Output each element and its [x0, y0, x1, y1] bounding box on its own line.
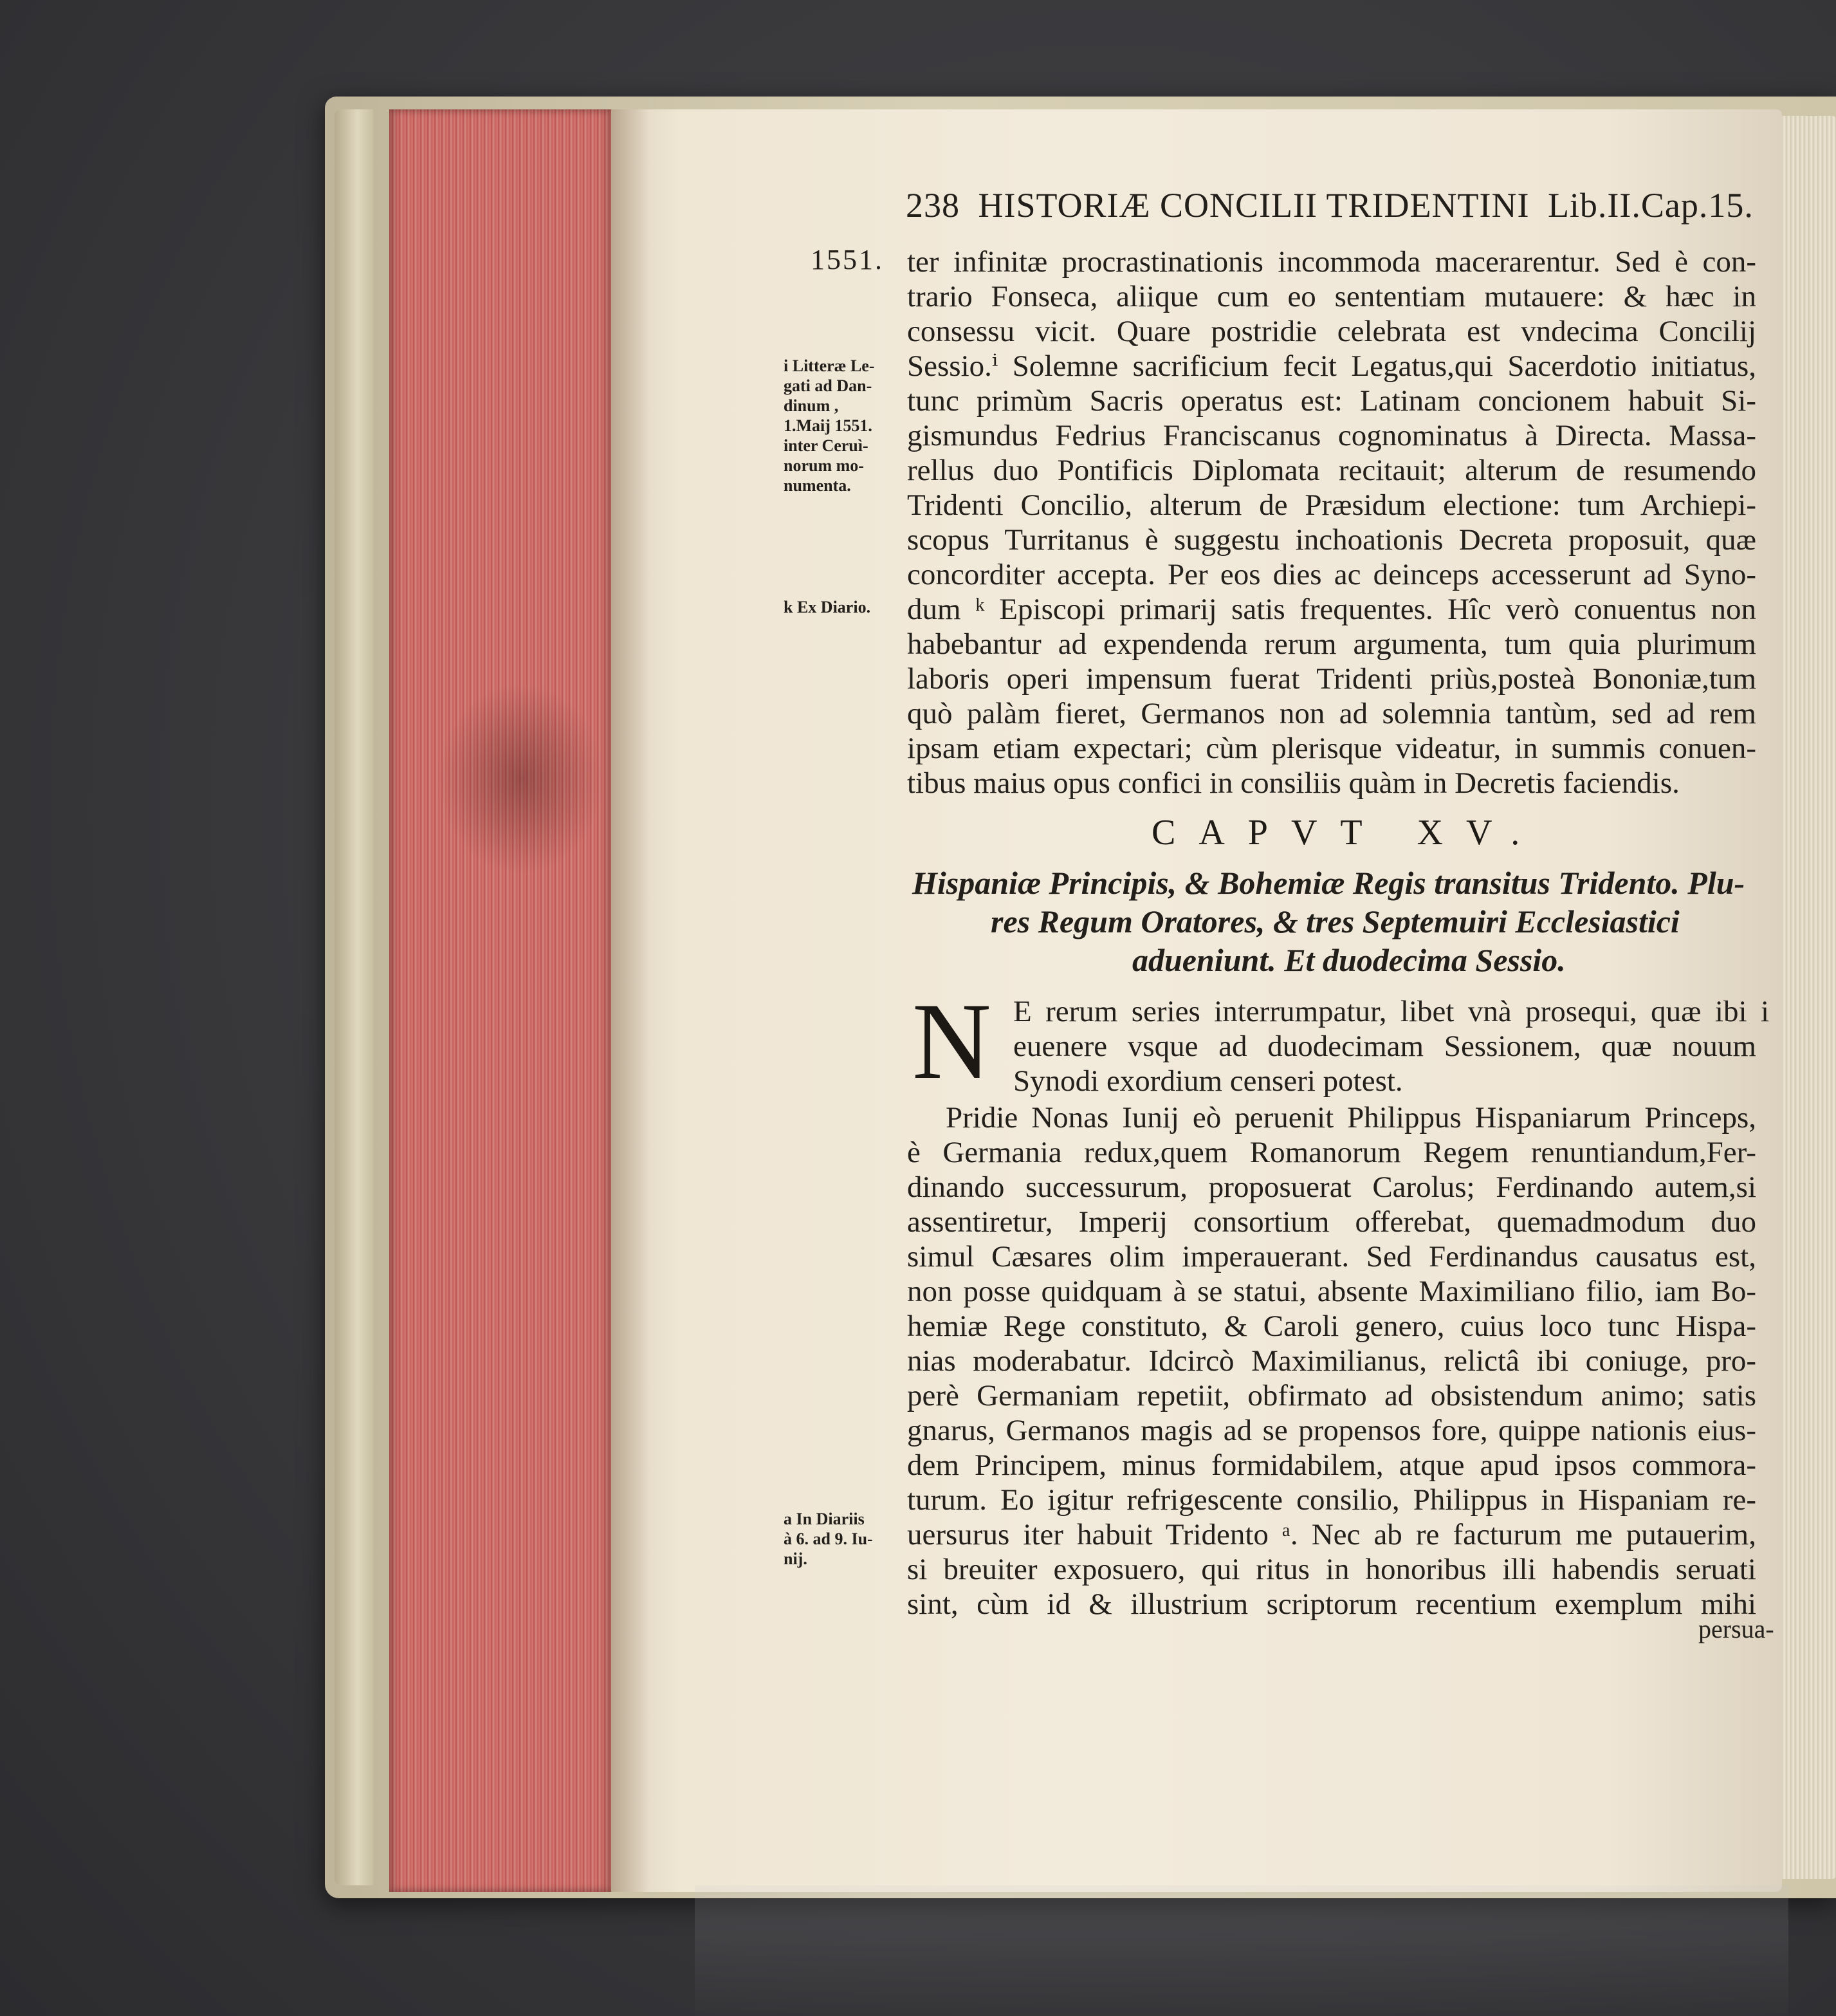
body-line: uersurus iter habuit Tridento ᵃ. Nec ab re facturum me putauerim,: [907, 1518, 1756, 1551]
body-line: consessu vicit. Quare postridie celebrata est vndecima Concilij: [907, 315, 1756, 348]
margin-note-k: k Ex Diario.: [784, 598, 871, 616]
body-line: si breuiter exposuero, qui ritus in honoribus illi habendis seruati: [907, 1553, 1756, 1586]
body-line: ipsam etiam expectari; cùm plerisque videatur, in summis conuen-: [907, 732, 1756, 765]
body-line: quò palàm fieret, Germanos non ad solemnia tantùm, sed ad rem: [907, 697, 1756, 730]
body-line: Pridie Nonas Iunij eò peruenit Philippus Hispaniarum Princeps,: [946, 1101, 1756, 1134]
body-line: gismundus Fedrius Franciscanus cognominatus à Directa. Massa-: [907, 419, 1756, 452]
body-line: non posse quidquam à se statui, absente Maximiliano filio, iam Bo-: [907, 1275, 1756, 1308]
margin-year: 1551.: [811, 244, 884, 275]
edge-stain: [437, 682, 605, 875]
body-line: è Germania redux,quem Romanorum Regem renuntiandum,Fer-: [907, 1136, 1756, 1169]
chapter-summary-line: adueniunt. Et duodecima Sessio.: [1132, 942, 1566, 978]
body-line: Tridenti Concilio, alterum de Præsidum electione: tum Archiepi-: [907, 488, 1756, 522]
drop-cap-letter: N: [912, 981, 991, 1102]
page-number: 238: [906, 186, 960, 225]
body-line: assentiretur, Imperij consortium offerebat, quemadmodum duo: [907, 1205, 1756, 1239]
chapter-heading: CAPVT XV.: [1152, 813, 1543, 853]
body-line: laboris operi impensum fuerat Tridenti priùs,posteà Bononiæ,tum: [907, 662, 1756, 696]
body-line: simul Cæsares olim imperauerant. Sed Ferdinandus causatus est,: [907, 1240, 1756, 1273]
chapter-summary-line: res Regum Oratores, & tres Septemuiri Ecclesiastici: [991, 903, 1680, 939]
body-line: concorditer accepta. Per eos dies ac deinceps accesserunt ad Syno-: [907, 558, 1756, 591]
body-line: dinando successurum, proposuerat Carolus; Ferdinando autem,si: [907, 1170, 1756, 1204]
margin-note-i: i Litteræ Le- gati ad Dan- dinum , 1.Maij 1551. inter Ceruì- norum mo- numenta.: [784, 356, 875, 495]
dropcap-line: euenere vsque ad duodecimam Sessionem, quæ nouum: [1013, 1030, 1756, 1063]
running-header: [906, 185, 1754, 225]
body-line: hemiæ Rege constituto, & Caroli genero, cuius loco tunc Hispa-: [907, 1309, 1756, 1343]
margin-note-a: a In Diariis à 6. ad 9. Iu- nij.: [784, 1510, 873, 1568]
body-line: tunc primùm Sacris operatus est: Latinam concionem habuit Si-: [907, 384, 1756, 418]
body-line: dem Principem, minus formidabilem, atque apud ipsos commora-: [907, 1448, 1756, 1482]
red-page-edges: [389, 109, 613, 1892]
body-line: turum. Eo igitur refrigescente consilio, Philippus in Hispaniam re-: [907, 1483, 1756, 1517]
body-line: Sessio.ⁱ Solemne sacrificium fecit Legatus,qui Sacerdotio initiatus,: [907, 349, 1756, 383]
dropcap-line: Synodi exordium censeri potest.: [1013, 1064, 1403, 1098]
header-book-chapter: Lib.II.Cap.15.: [1547, 186, 1754, 225]
body-line: gnarus, Germanos magis ad se propensos fore, quippe nationis eius-: [907, 1414, 1756, 1447]
body-line: scopus Turritanus è suggestu inchoationis Decreta proposuit, quæ: [907, 523, 1756, 557]
body-line: habebantur ad expendenda rerum argumenta, tum quia plurimum: [907, 627, 1756, 661]
body-line: dum ᵏ Episcopi primarij satis frequentes. Hîc verò conuentus non: [907, 593, 1756, 626]
catchword: persua-: [1698, 1614, 1774, 1643]
header-title: HISTORIÆ CONCILII TRIDENTINI: [978, 186, 1530, 225]
body-line: rellus duo Pontificis Diplomata recitauit; alterum de resumendo: [907, 454, 1756, 487]
body-line: tibus maius opus confici in consiliis quàm in Decretis faciendis.: [907, 766, 1680, 800]
body-line: nias moderabatur. Idcircò Maximilianus, relictâ ibi coniuge, pro-: [907, 1344, 1756, 1378]
body-line: sint, cùm id & illustrium scriptorum recentium exemplum mihi: [907, 1587, 1756, 1621]
dropcap-line: E rerum series interrumpatur, libet vnà prosequi, quæ ibi i: [1013, 995, 1769, 1028]
book-spine-edge: [335, 109, 373, 1885]
body-line: perè Germaniam repetiit, obfirmato ad obsistendum animo; satis: [907, 1379, 1756, 1412]
chapter-summary-line: Hispaniæ Principis, & Bohemiæ Regis transitus Tridento. Plu-: [912, 865, 1745, 901]
body-line: trario Fonseca, aliique cum eo sententiam mutauere: & hæc in: [907, 280, 1756, 313]
facing-page-edge: [1782, 116, 1836, 1879]
body-line: ter infinitæ procrastinationis incommoda macerarentur. Sed è con-: [907, 245, 1756, 279]
gutter-shadow: [611, 109, 650, 1892]
book-stand: [695, 1885, 1788, 2016]
